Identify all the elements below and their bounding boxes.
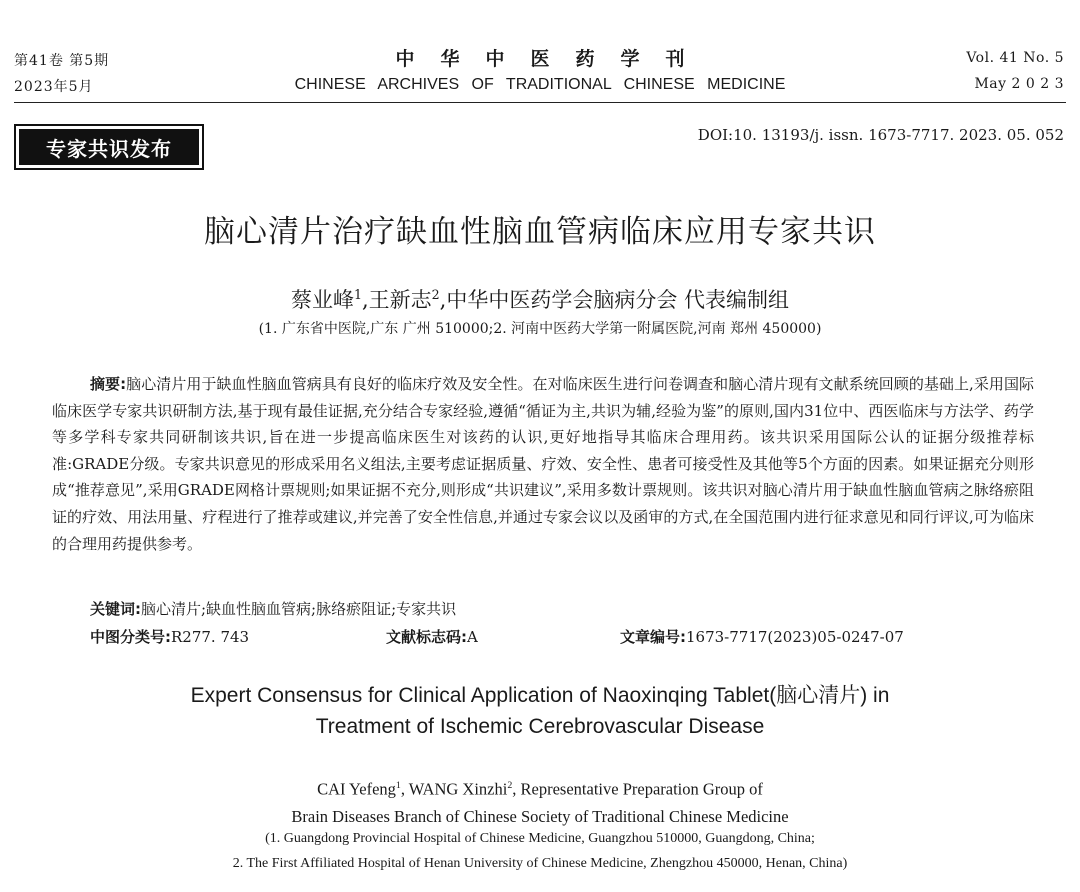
affiliations-zh: (1. 广东省中医院,广东 广州 510000;2. 河南中医药大学第一附属医院,河南 郑州 450000) <box>258 321 822 337</box>
volume-issue-en: Vol. 41 No. 5 <box>966 50 1064 66</box>
journal-title-zh: 中华中医药学刊 <box>395 48 711 70</box>
affiliation-en-line-2: 2. The First Affiliated Hospital of Henan University of Chinese Medicine, Zhengzhou 450000, Henan, China) <box>232 856 848 871</box>
date-en: May 2 0 2 3 <box>974 76 1064 92</box>
clc-label: 中图分类号: <box>90 628 171 646</box>
author-en-group: , Representative Preparation Group of <box>512 779 763 799</box>
doc-value: A <box>467 628 478 646</box>
author-group: ,中华中医药学会脑病分会 代表编制组 <box>439 288 790 312</box>
doc-label: 文献标志码: <box>386 628 467 646</box>
keywords-label: 关键词: <box>90 600 141 618</box>
author-en-2: , WANG Xinzhi <box>400 779 508 799</box>
keywords-text: 脑心清片;缺血性脑血管病;脉络瘀阻证;专家共识 <box>141 600 457 618</box>
affiliation-en-line-1: (1. Guangdong Provincial Hospital of Chinese Medicine, Guangzhou 510000, Guangdong, China; <box>265 831 815 846</box>
doi: DOI:10. 13193/j. issn. 1673-7717. 2023. 05. 052 <box>697 126 1064 144</box>
keywords <box>90 598 456 619</box>
authors-en <box>0 772 1080 830</box>
date-zh: 2023年5月 <box>14 79 94 95</box>
abstract <box>52 371 1034 557</box>
authors-zh <box>0 284 1080 314</box>
volume-issue-zh: 第41卷 第5期 <box>14 53 110 69</box>
abstract-label: 摘要: <box>90 375 127 393</box>
article-number <box>620 626 904 647</box>
affiliations-en <box>0 826 1080 876</box>
author-2-mark: 2 <box>431 287 440 302</box>
clc-value: R277. 743 <box>171 628 250 646</box>
article-title-zh: 脑心清片治疗缺血性脑血管病临床应用专家共识 <box>204 214 876 250</box>
author-1: 蔡业峰 <box>290 288 354 312</box>
header-rule <box>14 102 1066 103</box>
clc-number <box>90 626 249 647</box>
section-badge <box>14 124 204 170</box>
journal-title-en: CHINESE ARCHIVES OF TRADITIONAL CHINESE MEDICINE <box>294 76 786 93</box>
author-1-mark: 1 <box>353 287 362 302</box>
author-en-2-mark: 2 <box>507 780 513 791</box>
author-2: 王新志 <box>368 288 432 312</box>
title-en-line-2: Treatment of Ischemic Cerebrovascular Disease <box>315 715 765 738</box>
author-sep: , <box>361 288 369 312</box>
title-en-line-1: Expert Consensus for Clinical Application of Naoxinqing Tablet(脑心清片) in <box>190 684 890 707</box>
author-en-1-mark: 1 <box>395 780 401 791</box>
art-value: 1673-7717(2023)05-0247-07 <box>686 628 904 646</box>
document-code <box>386 626 478 647</box>
section-badge-label: 专家共识发布 <box>19 129 199 165</box>
article-title-en <box>0 680 1080 742</box>
author-en-1: CAI Yefeng <box>317 779 396 799</box>
art-label: 文章编号: <box>620 628 686 646</box>
author-en-group-line-2: Brain Diseases Branch of Chinese Society of Traditional Chinese Medicine <box>291 806 789 826</box>
abstract-text: 脑心清片用于缺血性脑血管病具有良好的临床疗效及安全性。在对临床医生进行问卷调查和脑心清片现有文献系统回顾的基础上,采用国际临床医学专家共识研制方法,基于现有最佳证据,充分结合专家经验,遵循“循证为主,共识为辅,经验为鉴”的原则,国内31位中、西医临床与方法学、药学等多学科专家共同研制该共识,旨在进一步提高临床医生对该药的认识,更好地指导其临床合理用药。该共识采用国际公认的证据分级推荐标准:GRADE分级。专家共识意见的形成采用名义组法,主要考虑证据质量、疗效、安全性、患者可接受性及其他等5个方面的因素。如果证据充分则形成“推荐意见”,采用GRADE网格计票规则;如果证据不充分,则形成“共识建议”,采用多数计票规则。该共识对脑心清片用于缺血性脑血管病之脉络瘀阻证的疗效、用法用量、疗程进行了推荐或建议,并完善了安全性信息,并通过专家会议以及函审的方式,在全国范围内进行征求意见和同行评议,可为临床的合理用药提供参考。 <box>52 375 1035 553</box>
